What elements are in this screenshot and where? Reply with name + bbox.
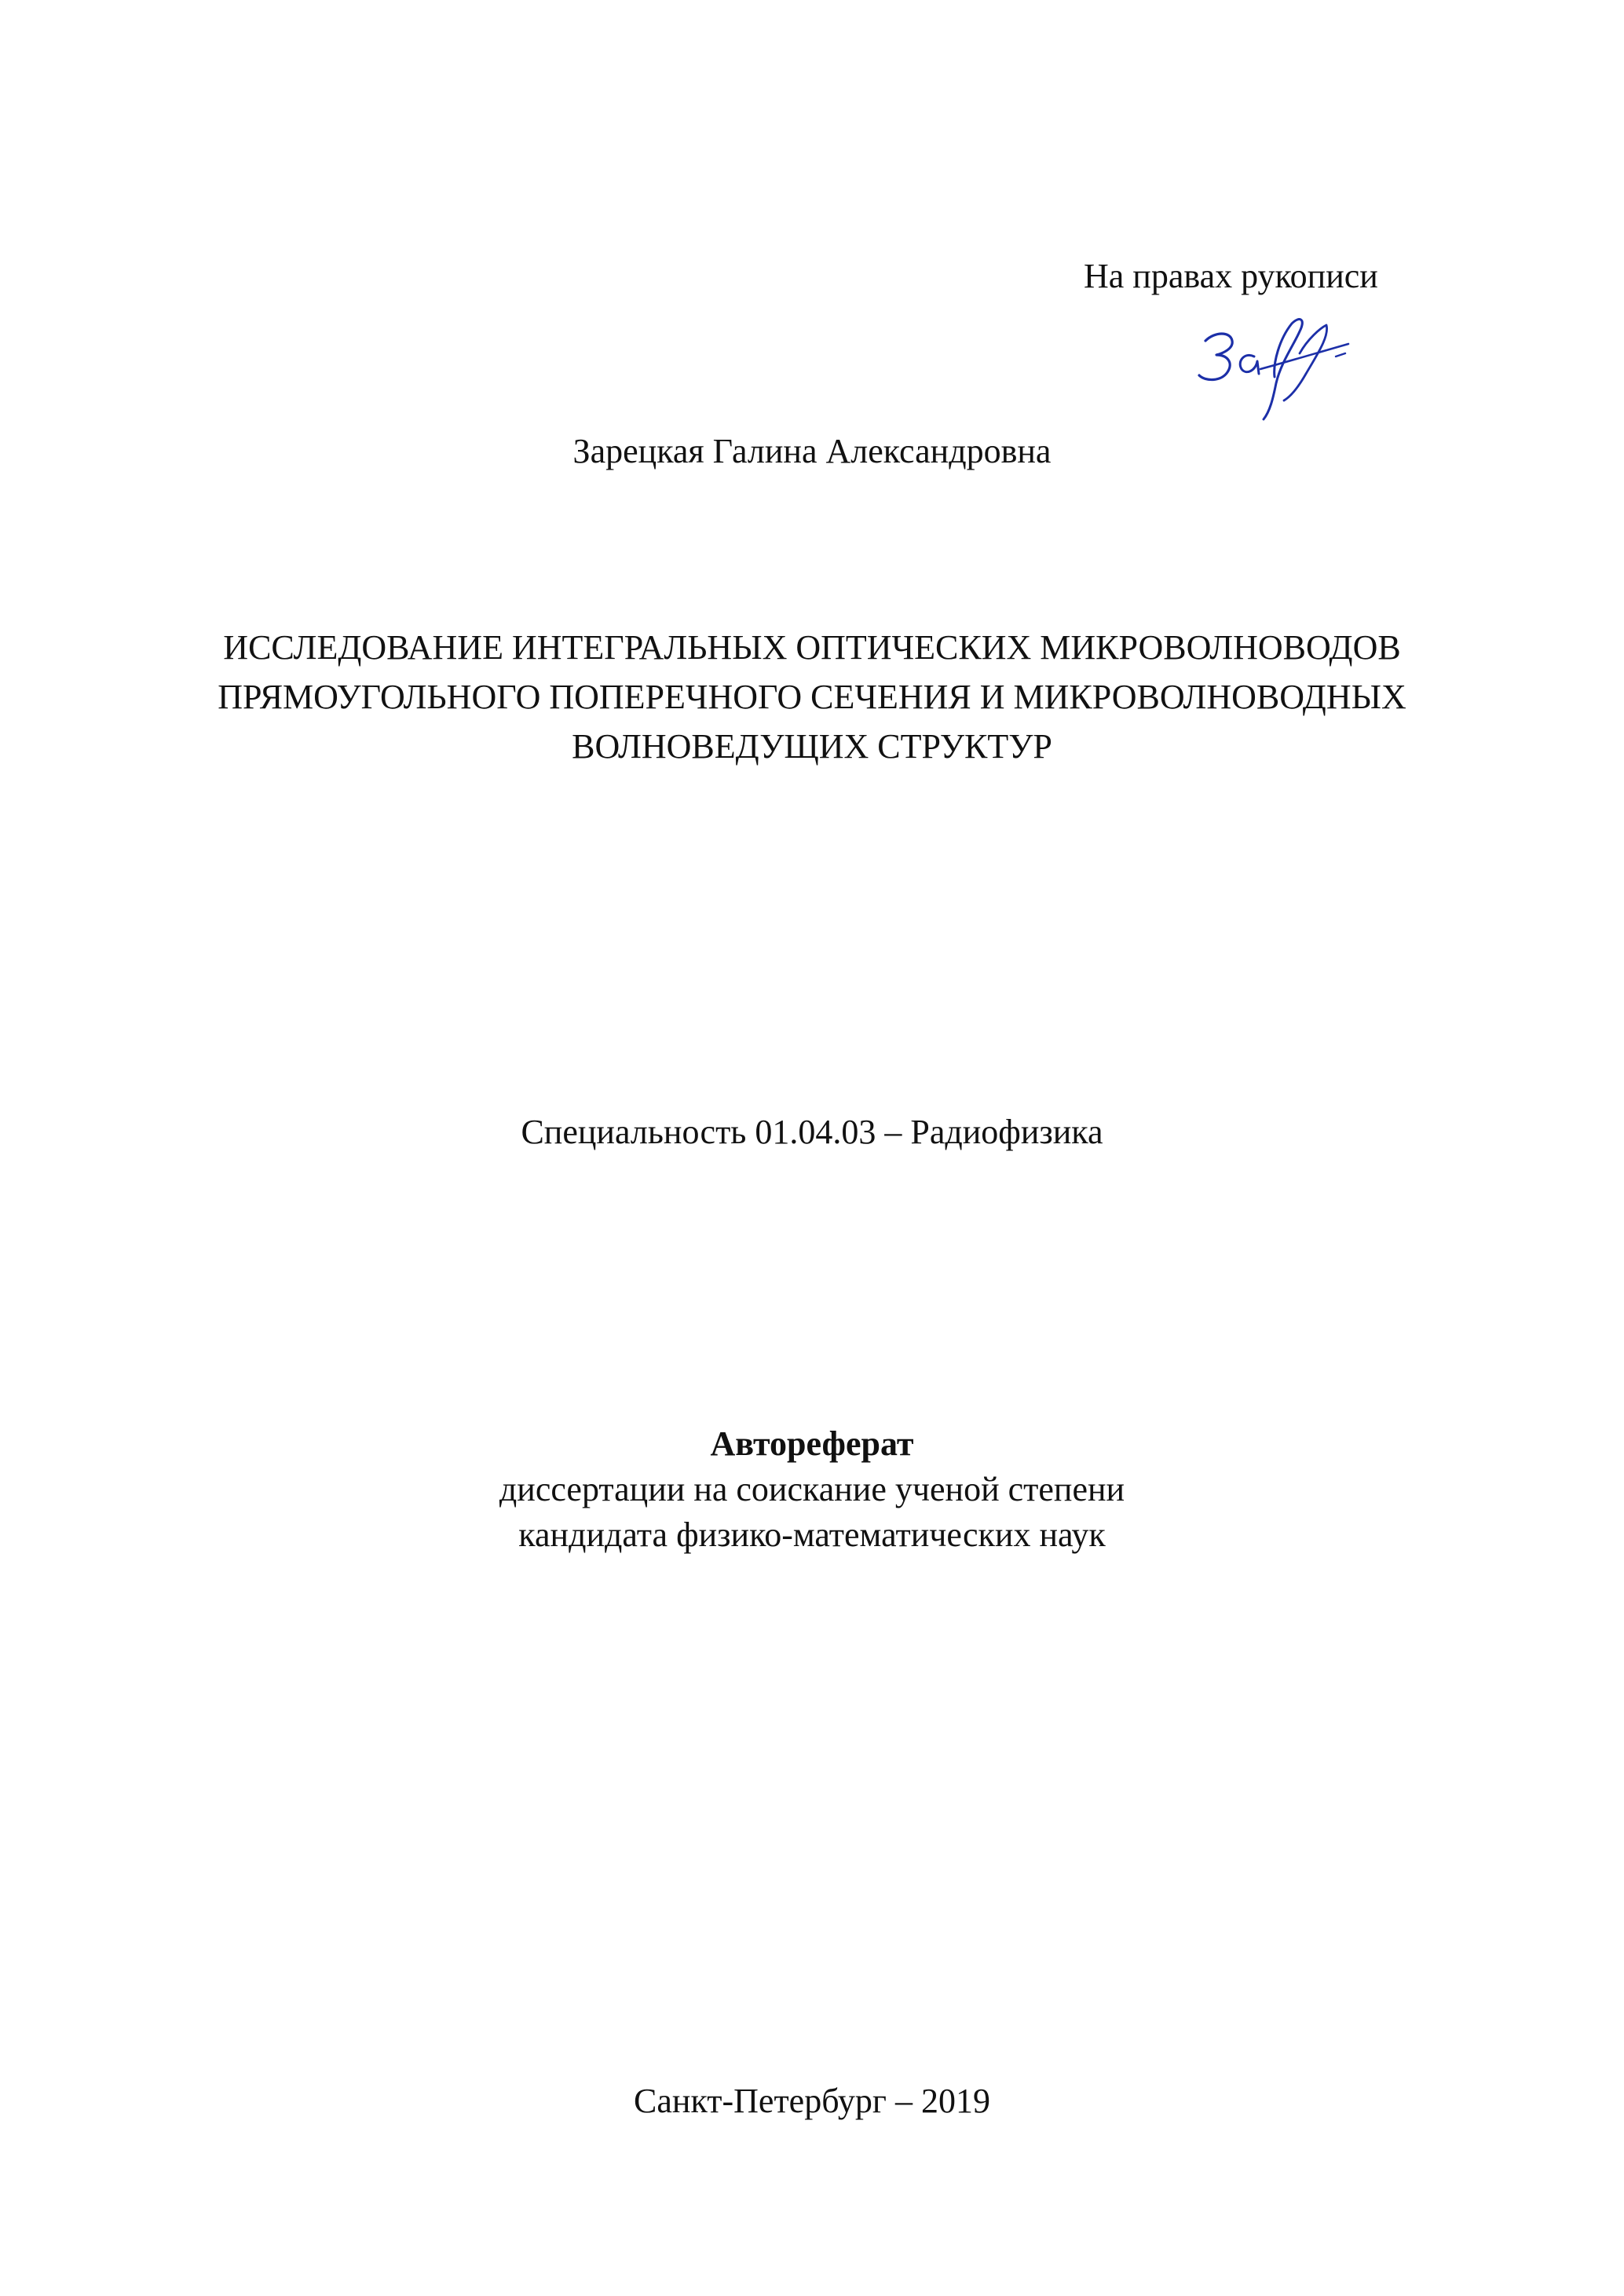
abstract-heading: Автореферат — [710, 1424, 914, 1463]
title-line: ИССЛЕДОВАНИЕ ИНТЕГРАЛЬНЫХ ОПТИЧЕСКИХ МИКРОВОЛНОВОДОВ — [223, 628, 1401, 667]
abstract-line: диссертации на соискание ученой степени — [499, 1470, 1125, 1508]
city-year: Санкт-Петербург – 2019 — [634, 2082, 990, 2120]
abstract-line: кандидата физико-математических наук — [518, 1515, 1106, 1554]
author-name: Зарецкая Галина Александровна — [572, 432, 1052, 470]
title-line: ПРЯМОУГОЛЬНОГО ПОПЕРЕЧНОГО СЕЧЕНИЯ И МИКРОВОЛНОВОДНЫХ — [218, 678, 1406, 716]
abstract-block — [0, 1421, 1624, 1558]
manuscript-note: На правах рукописи — [1084, 257, 1378, 295]
specialty: Специальность 01.04.03 – Радиофизика — [521, 1113, 1103, 1151]
dissertation-title — [0, 623, 1624, 771]
signature-icon — [1182, 308, 1359, 430]
title-line: ВОЛНОВЕДУЩИХ СТРУКТУР — [572, 727, 1052, 766]
